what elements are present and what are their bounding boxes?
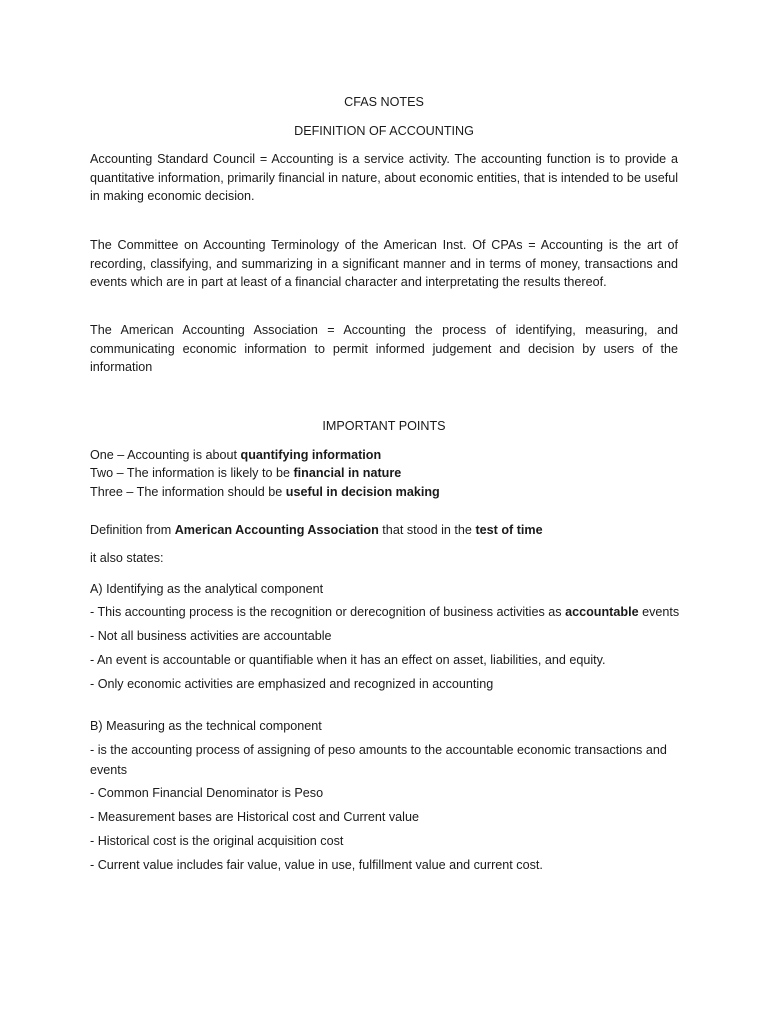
section-a-item-4: - Only economic activities are emphasized and recognized in accounting — [90, 677, 494, 691]
point-one-text: One – Accounting is about — [90, 448, 241, 462]
section-heading-important-points: IMPORTANT POINTS — [322, 419, 446, 433]
definition-aicpa: The Committee on Accounting Terminology of the American Inst. Of CPAs = Accounting is the art of recording, classifying, and summarizing in a significant manner and in terms of money, transactions and events which are in part at least of a financial character and interpretating the results thereof. — [90, 238, 678, 290]
definition-asc: Accounting Standard Council = Accounting is a service activity. The accounting function is to provide a quantitative information, primarily financial in nature, about economic entities, that is intended to be useful in making economic decision. — [90, 152, 678, 204]
point-three-bold: useful in decision making — [285, 485, 440, 499]
section-b-item-1: - is the accounting process of assigning of peso amounts to the accountable economic transactions and events — [90, 743, 667, 777]
document-page — [90, 0, 678, 1024]
point-two-text: Two – The information is likely to be — [90, 466, 294, 480]
point-three-text: Three – The information should be — [90, 485, 286, 499]
section-b-item-2: - Common Financial Denominator is Peso — [90, 786, 324, 800]
definition-aaa: The American Accounting Association = Accounting the process of identifying, measuring, and communicating economic information to permit informed judgement and decision by users of the information — [90, 323, 678, 375]
section-a-item-1-text: - This accounting process is the recognition or derecognition of business activities as — [90, 605, 566, 619]
point-three — [90, 483, 678, 501]
aaa-line-bold-1: American Accounting Association — [174, 523, 379, 537]
document-title: CFAS NOTES — [344, 95, 424, 109]
section-a-item-1 — [90, 603, 678, 621]
section-b-item-5: - Current value includes fair value, value in use, fulfillment value and current cost. — [90, 858, 543, 872]
section-a-item-2: - Not all business activities are accountable — [90, 629, 332, 643]
aaa-definition-line — [90, 521, 678, 539]
also-states-line: it also states: — [90, 551, 164, 565]
aaa-line-bold-2: test of time — [475, 523, 543, 537]
section-a-item-3: - An event is accountable or quantifiable when it has an effect on asset, liabilities, and equity. — [90, 653, 606, 667]
point-one — [90, 446, 678, 464]
section-a-heading: A) Identifying as the analytical component — [90, 582, 324, 596]
aaa-line-text-1: Definition from — [90, 523, 175, 537]
section-a-item-1-bold: accountable — [565, 605, 639, 619]
section-b-heading: B) Measuring as the technical component — [90, 719, 322, 733]
point-two — [90, 464, 678, 482]
aaa-line-text-2: that stood in the — [378, 523, 476, 537]
point-one-bold: quantifying information — [240, 448, 382, 462]
section-b-item-4: - Historical cost is the original acquisition cost — [90, 834, 344, 848]
section-heading-definition: DEFINITION OF ACCOUNTING — [294, 124, 474, 138]
section-b-item-3: - Measurement bases are Historical cost and Current value — [90, 810, 419, 824]
point-two-bold: financial in nature — [293, 466, 402, 480]
section-a-item-1-suffix: events — [638, 605, 680, 619]
